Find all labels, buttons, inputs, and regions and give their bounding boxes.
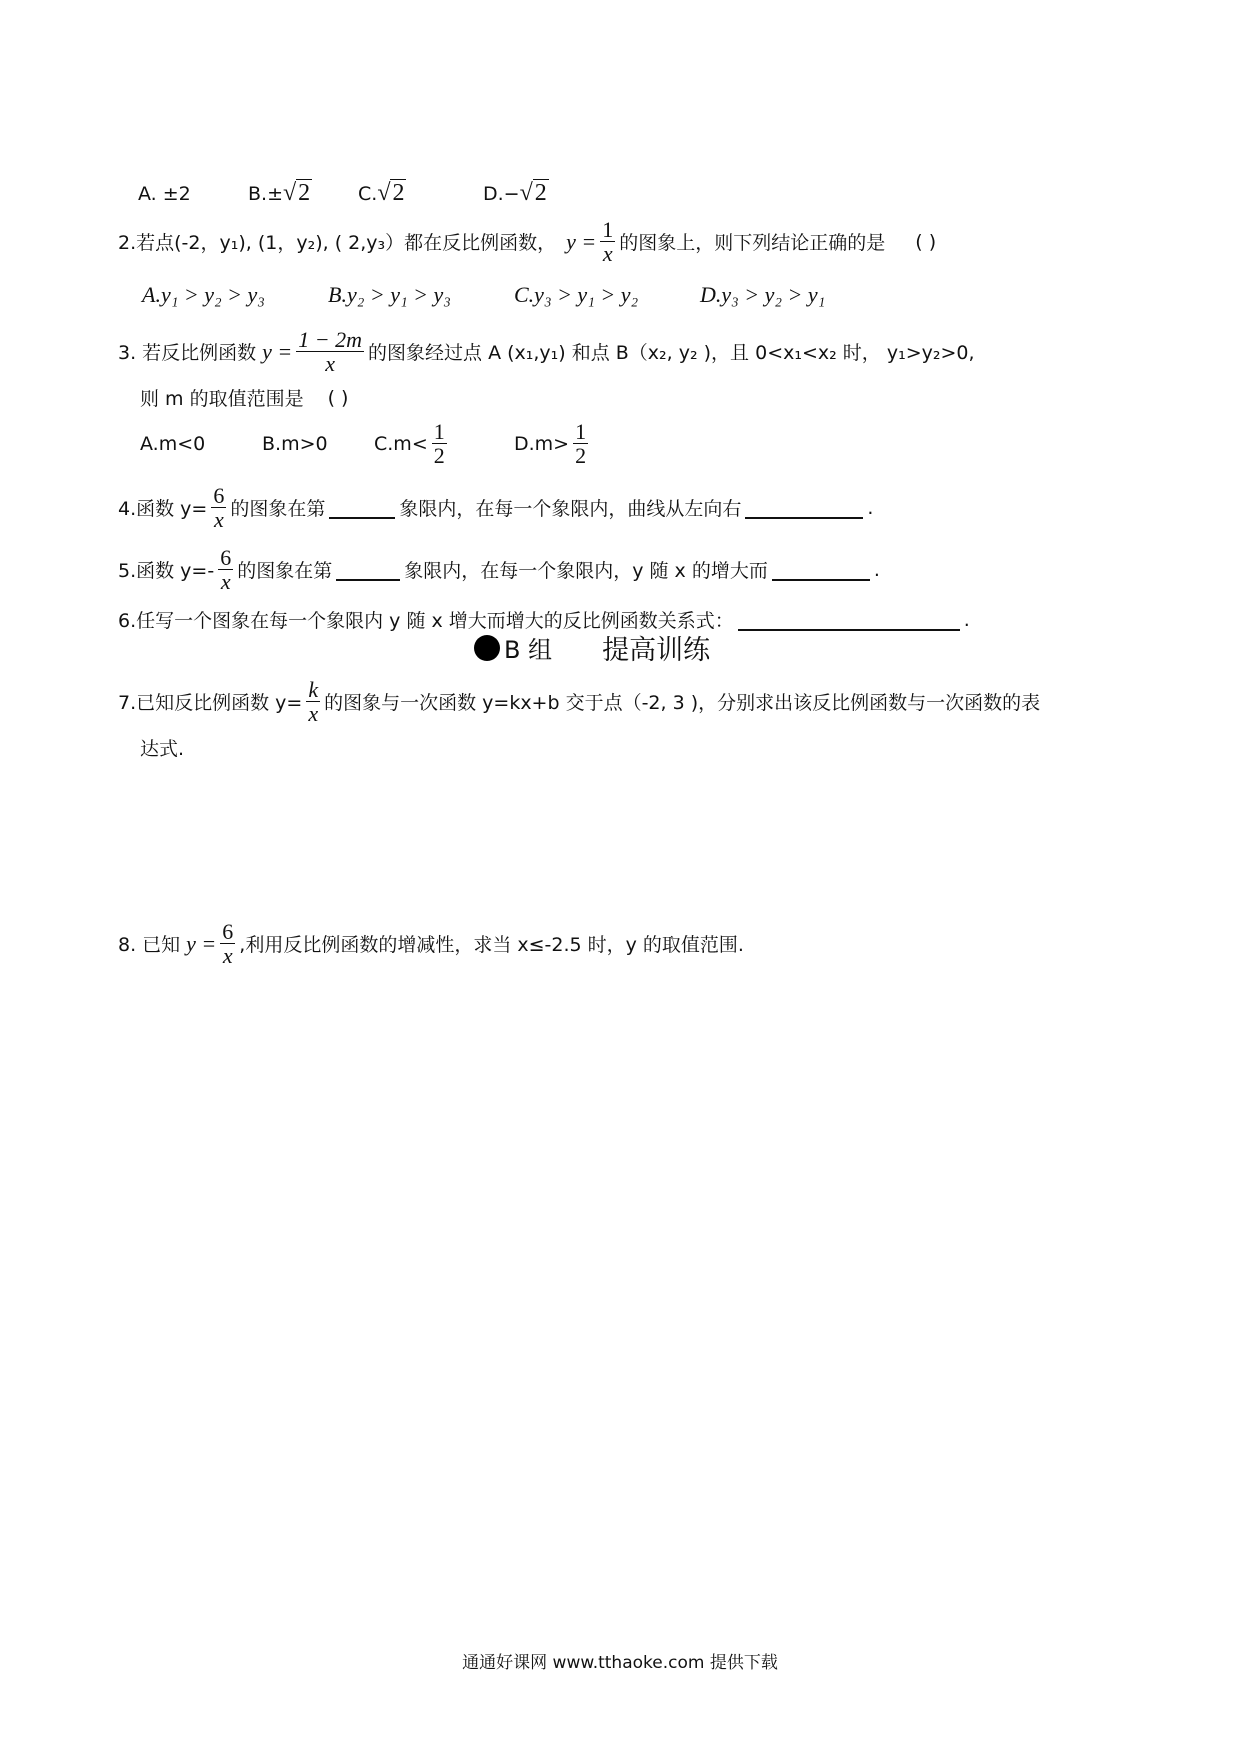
section-b-heading — [474, 628, 710, 667]
fraction-denominator: x — [222, 943, 233, 969]
q8 — [118, 920, 744, 967]
bullet-icon — [474, 635, 500, 661]
q5 — [118, 546, 880, 593]
fraction-denominator: x — [213, 507, 224, 533]
q7-text-a: 的图象与一次函数 y=kx+b 交于点（-2, 3 )，分别求出该反比例函数与一次函数的表 — [324, 692, 1041, 715]
section-b-title: 提高训练 — [602, 635, 711, 666]
q4-blank-trend[interactable] — [745, 497, 863, 519]
q3-options — [140, 420, 592, 467]
fraction-numerator: 1 − 2m — [298, 327, 363, 352]
fraction-numerator: 1 — [575, 419, 587, 444]
fraction-denominator: 2 — [575, 443, 587, 469]
sqrt-symbol: √2 — [519, 180, 547, 206]
q2-fraction — [600, 218, 615, 265]
q5-end: . — [873, 558, 880, 581]
q7 — [118, 678, 1040, 725]
q2-option-a: A.y₁ > y₂ > y₃ — [142, 282, 265, 307]
q7-line2 — [140, 734, 184, 761]
q1-option-d — [483, 180, 549, 207]
q5-text-b: 象限内，在每一个象限内，y 随 x 的增大而 — [404, 560, 768, 583]
q2-option-d: D.y₃ > y₂ > y₁ — [700, 282, 826, 307]
q8-prefix: 8. 已知 — [118, 934, 181, 957]
q1-options — [138, 180, 549, 207]
q1-option-b-label: B.± — [248, 183, 283, 205]
q3-option-c — [374, 420, 514, 467]
q5-prefix: 5.函数 y=- — [118, 560, 215, 583]
q2-text-a: 2.若点(-2，y₁), (1，y₂), ( 2,y₃）都在反比例函数， — [118, 232, 557, 255]
q1-option-d-label: D.− — [483, 183, 520, 205]
q3-fraction — [296, 328, 364, 375]
fraction-denominator: 2 — [433, 443, 445, 469]
q4-end: . — [867, 496, 874, 519]
q8-fraction — [220, 920, 235, 967]
q3-answer-paren: ( ) — [327, 386, 349, 409]
q4-prefix: 4.函数 y= — [118, 498, 208, 521]
q4 — [118, 484, 873, 531]
radicand: 2 — [298, 180, 311, 206]
q7-line2-text: 达式. — [140, 738, 185, 760]
sqrt-symbol: √2 — [377, 180, 405, 206]
section-b-group: B 组 — [504, 636, 553, 664]
q2-options — [142, 282, 825, 308]
fraction-numerator: 6 — [222, 919, 234, 944]
q1-option-a: A. ±2 — [138, 182, 191, 205]
q3-stem — [118, 328, 975, 375]
q6-text: 6.任写一个图象在每一个象限内 y 随 x 增大而增大的反比例函数关系式： — [118, 610, 734, 632]
fraction-denominator: x — [308, 701, 319, 727]
q3-line2 — [140, 384, 348, 411]
q2-answer-paren: ( ) — [915, 230, 937, 253]
q8-text-a: ,利用反比例函数的增减性，求当 x≤-2.5 时，y 的取值范围. — [239, 934, 744, 957]
q4-text-a: 的图象在第 — [230, 498, 326, 521]
fraction-numerator: 1 — [602, 217, 614, 242]
half-fraction — [432, 420, 447, 467]
fraction-denominator: x — [220, 569, 231, 595]
q3-option-c-label: C.m< — [374, 432, 428, 455]
q3-option-a: A.m<0 — [140, 432, 206, 455]
q5-blank-trend[interactable] — [772, 559, 870, 581]
q1-option-c — [358, 180, 483, 207]
q4-fraction — [211, 484, 226, 531]
fraction-denominator: x — [325, 351, 336, 377]
q7-prefix: 7.已知反比例函数 y= — [118, 692, 303, 715]
fraction-numerator: 6 — [220, 545, 232, 570]
radicand: 2 — [392, 180, 405, 206]
fraction-numerator: 1 — [433, 419, 445, 444]
q6-end: . — [963, 608, 970, 631]
q2-lhs: y = — [566, 228, 597, 254]
q1-option-b — [248, 180, 358, 207]
fraction-numerator: k — [308, 677, 319, 702]
q3-option-b: B.m>0 — [262, 432, 328, 455]
q7-fraction — [306, 678, 320, 725]
q5-text-a: 的图象在第 — [237, 560, 333, 583]
q8-lhs: y = — [186, 930, 217, 956]
sqrt-symbol: √2 — [283, 180, 311, 206]
q3-text-a: 的图象经过点 A (x₁,y₁) 和点 B（x₂, y₂ )，且 0<x₁<x₂ 时， y₁>y₂>0, — [368, 342, 975, 365]
q3-prefix: 3. 若反比例函数 — [118, 342, 257, 365]
q3-option-d — [514, 420, 592, 467]
q5-fraction — [218, 546, 233, 593]
q2-stem — [118, 218, 936, 265]
q2-option-c: C.y₃ > y₁ > y₂ — [514, 282, 639, 307]
fraction-denominator: x — [602, 241, 613, 267]
q2-text-b: 的图象上，则下列结论正确的是 — [619, 232, 886, 255]
q6-blank-function[interactable] — [738, 609, 960, 631]
q3-option-d-label: D.m> — [514, 432, 570, 455]
q4-blank-quadrant[interactable] — [329, 497, 395, 519]
q1-option-c-label: C. — [358, 183, 378, 205]
radicand: 2 — [534, 180, 547, 206]
q5-blank-quadrant[interactable] — [336, 559, 400, 581]
half-fraction — [573, 420, 588, 467]
q4-text-b: 象限内，在每一个象限内，曲线从左向右 — [399, 498, 742, 521]
q2-option-b: B.y₂ > y₁ > y₃ — [328, 282, 451, 307]
fraction-numerator: 6 — [213, 483, 225, 508]
q3-line2-text: 则 m 的取值范围是 — [140, 388, 304, 410]
page-footer: 通通好课网 www.tthaoke.com 提供下载 — [462, 1653, 778, 1673]
q3-lhs: y = — [262, 338, 293, 364]
